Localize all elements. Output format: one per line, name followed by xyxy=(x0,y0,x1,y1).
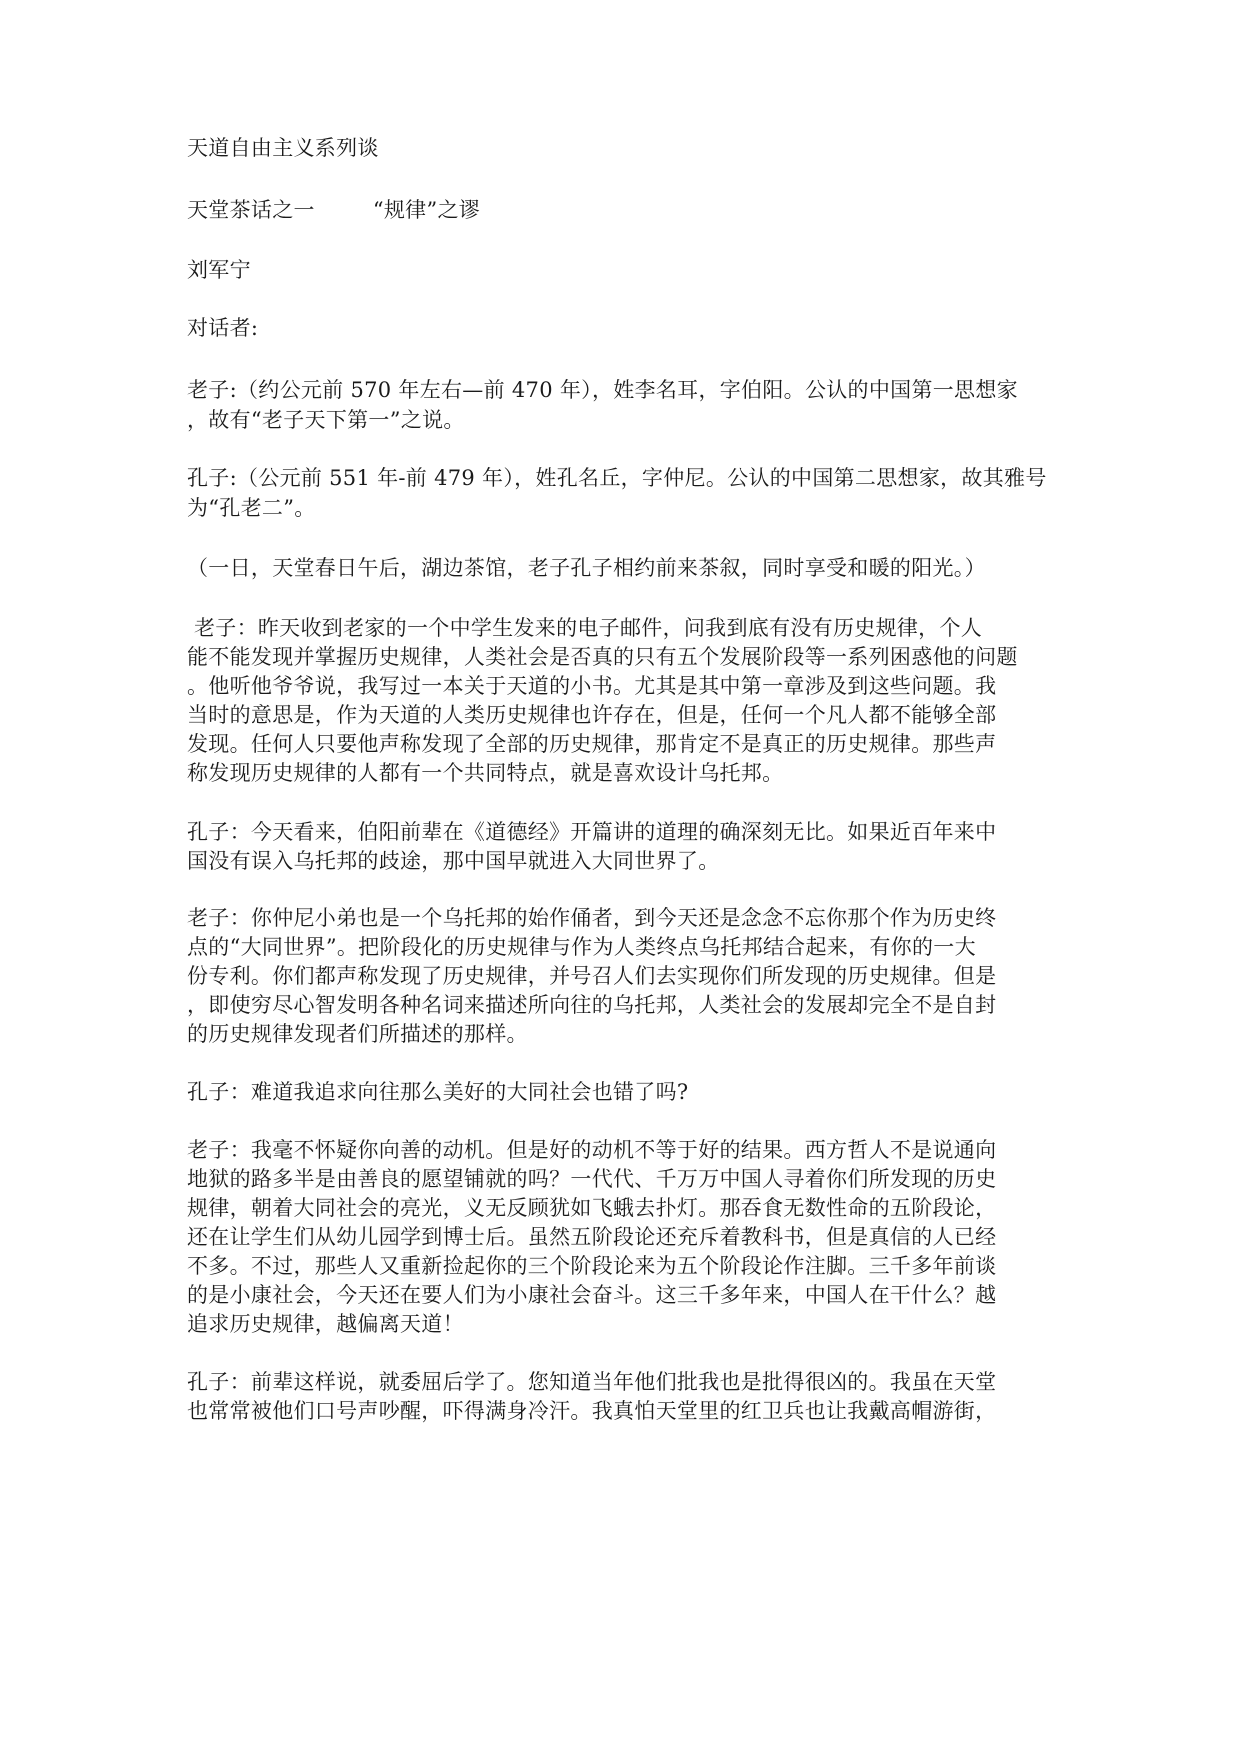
dialogue-line: 点的“大同世界”。把阶段化的历史规律与作为人类终点乌托邦结合起来，有你的一大 xyxy=(187,935,976,959)
speakers-heading: 对话者: xyxy=(187,316,259,340)
article-title-right: “规律”之谬 xyxy=(372,198,481,222)
dialogue-line: 孔子：难道我追求向往那么美好的大同社会也错了吗? xyxy=(187,1080,689,1104)
dialogue-line: 的是小康社会，今天还在要人们为小康社会奋斗。这三千多年来，中国人在干什么？越 xyxy=(187,1283,997,1307)
dialogue-line: ，即使穷尽心智发明各种名词来描述所向往的乌托邦，人类社会的发展却完全不是自封 xyxy=(187,993,997,1017)
author-name: 刘军宁 xyxy=(187,258,251,282)
dialogue-line: 老子：你仲尼小弟也是一个乌托邦的始作俑者，到今天还是念念不忘你那个作为历史终 xyxy=(187,906,997,930)
dialogue-line: 。他听他爷爷说，我写过一本关于天道的小书。尤其是其中第一章涉及到这些问题。我 xyxy=(187,674,997,698)
dialogue-line: 份专利。你们都声称发现了历史规律，并号召人们去实现你们所发现的历史规律。但是 xyxy=(187,964,997,988)
dialogue-line: 老子：昨天收到老家的一个中学生发来的电子邮件，问我到底有没有历史规律，个人 xyxy=(187,616,983,640)
series-title: 天道自由主义系列谈 xyxy=(187,136,379,160)
dialogue-line: 的历史规律发现者们所描述的那样。 xyxy=(187,1022,528,1046)
dialogue-line: 规律，朝着大同社会的亮光，义无反顾犹如飞蛾去扑灯。那吞食无数性命的五阶段论， xyxy=(187,1196,997,1220)
dialogue-line: 孔子：前辈这样说，就委屈后学了。您知道当年他们批我也是批得很凶的。我虽在天堂 xyxy=(187,1370,997,1394)
dialogue-line: 称发现历史规律的人都有一个共同特点，就是喜欢设计乌托邦。 xyxy=(187,761,784,785)
dialogue-line: 国没有误入乌托邦的歧途，那中国早就进入大同世界了。 xyxy=(187,849,720,873)
dialogue-line: 地狱的路多半是由善良的愿望铺就的吗？一代代、千万万中国人寻着你们所发现的历史 xyxy=(187,1167,997,1191)
dialogue-line: 还在让学生们从幼儿园学到博士后。虽然五阶段论还充斥着教科书，但是真信的人已经 xyxy=(187,1225,997,1249)
dialogue-line: 老子：我毫不怀疑你向善的动机。但是好的动机不等于好的结果。西方哲人不是说通向 xyxy=(187,1138,997,1162)
scene-description: （一日，天堂春日午后，湖边茶馆，老子孔子相约前来茶叙，同时享受和暖的阳光。） xyxy=(187,556,986,580)
dialogue-line: 也常常被他们口号声吵醒，吓得满身冷汗。我真怕天堂里的红卫兵也让我戴高帽游街， xyxy=(187,1399,997,1423)
laozi-intro-line: 老子:（约公元前 570 年左右—前 470 年），姓李名耳，字伯阳。公认的中国第一思想家 xyxy=(187,378,1018,402)
dialogue-line: 发现。任何人只要他声称发现了全部的历史规律，那肯定不是真正的历史规律。那些声 xyxy=(187,732,997,756)
dialogue-line: 追求历史规律，越偏离天道！ xyxy=(187,1312,464,1336)
kongzi-intro-line: 孔子:（公元前 551 年-前 479 年），姓孔名丘，字仲尼。公认的中国第二思想家，故其雅号 xyxy=(187,466,1047,490)
dialogue-line: 孔子：今天看来，伯阳前辈在《道德经》开篇讲的道理的确深刻无比。如果近百年来中 xyxy=(187,820,997,844)
laozi-intro-line: ，故有“老子天下第一”之说。 xyxy=(187,408,465,432)
kongzi-intro-line: 为“孔老二”。 xyxy=(187,496,316,520)
article-title-left: 天堂茶话之一 xyxy=(187,198,315,222)
dialogue-line: 不多。不过，那些人又重新捡起你的三个阶段论来为五个阶段论作注脚。三千多年前谈 xyxy=(187,1254,997,1278)
article-title xyxy=(187,196,480,224)
dialogue-line: 当时的意思是，作为天道的人类历史规律也许存在，但是，任何一个凡人都不能够全部 xyxy=(187,703,997,727)
dialogue-line: 能不能发现并掌握历史规律，人类社会是否真的只有五个发展阶段等一系列困惑他的问题 xyxy=(187,645,1018,669)
